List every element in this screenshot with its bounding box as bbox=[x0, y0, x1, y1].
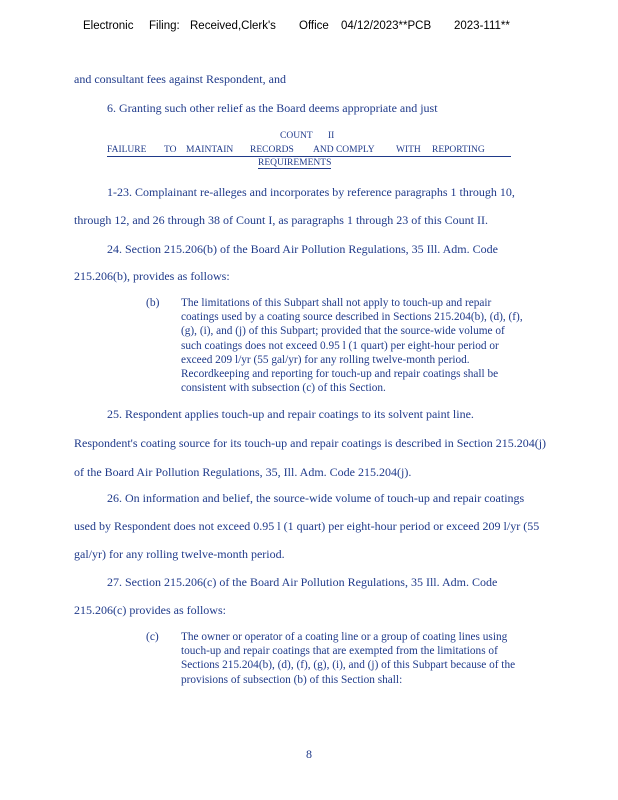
count-word: FAILURE bbox=[107, 145, 147, 155]
header-electronic: Electronic bbox=[83, 20, 134, 32]
count-numeral: II bbox=[328, 131, 335, 141]
count-word: RECORDS bbox=[250, 145, 294, 155]
page-number: 8 bbox=[306, 747, 312, 761]
text-line: gal/yr) for any rolling twelve-month period. bbox=[74, 547, 285, 561]
quote-line: coatings used by a coating source described in Sections 215.204(b), (d), (f), bbox=[181, 311, 523, 324]
quote-line: The owner or operator of a coating line or a group of coating lines using bbox=[181, 631, 508, 643]
text-line: 25. Respondent applies touch-up and repair coatings to its solvent paint line. bbox=[107, 407, 474, 421]
header-filing: Filing: bbox=[149, 20, 180, 32]
count-word: REPORTING bbox=[432, 145, 485, 155]
quote-label: (b) bbox=[146, 297, 160, 309]
header-date: 04/12/2023**PCB bbox=[341, 20, 432, 32]
quote-label: (c) bbox=[146, 631, 159, 643]
quote-line: consistent with subsection (c) of this Section. bbox=[181, 382, 386, 395]
quote-line: Sections 215.204(b), (d), (f), (g), (i), and (j) of this Subpart because of the bbox=[181, 659, 516, 672]
text-line: 1-23. Complainant re-alleges and incorporates by reference paragraphs 1 through 10, bbox=[107, 185, 515, 199]
header-received: Received,Clerk's bbox=[190, 20, 276, 32]
filing-header bbox=[0, 20, 618, 36]
text-line: 24. Section 215.206(b) of the Board Air Pollution Regulations, 35 Ill. Adm. Code bbox=[107, 242, 498, 256]
count-word: MAINTAIN bbox=[186, 145, 234, 155]
text-line: 6. Granting such other relief as the Board deems appropriate and just bbox=[107, 101, 438, 115]
quote-line: such coatings does not exceed 0.95 l (1 quart) per eight-hour period or bbox=[181, 339, 499, 352]
count-word: REQUIREMENTS bbox=[258, 158, 332, 168]
count-word: TO bbox=[164, 145, 177, 155]
quote-line: exceed 209 l/yr (55 gal/yr) for any rolling twelve-month period. bbox=[181, 353, 470, 366]
count-word: AND COMPLY bbox=[313, 145, 375, 155]
count-title: COUNT bbox=[280, 131, 313, 141]
text-line: and consultant fees against Respondent, and bbox=[74, 72, 286, 86]
quote-text bbox=[181, 296, 561, 395]
header-case: 2023-111** bbox=[454, 20, 510, 32]
text-line: used by Respondent does not exceed 0.95 l (1 quart) per eight-hour period or exceed 209 l/yr (55 bbox=[74, 519, 540, 533]
quote-line: The limitations of this Subpart shall not apply to touch-up and repair bbox=[181, 297, 492, 309]
quote-line: (g), (i), and (j) of this Subpart; provided that the source-wide volume of bbox=[181, 325, 505, 338]
text-line: Respondent's coating source for its touch-up and repair coatings is described in Section 215.204(j) bbox=[74, 436, 547, 450]
text-line: 215.206(c) provides as follows: bbox=[74, 603, 226, 617]
quote-line: provisions of subsection (b) of this Section shall: bbox=[181, 673, 403, 686]
quote-text bbox=[181, 630, 561, 687]
quote-line: touch-up and repair coatings that are exempted from the limitations of bbox=[181, 645, 498, 658]
header-office: Office bbox=[299, 20, 329, 32]
text-line: of the Board Air Pollution Regulations, 35, Ill. Adm. Code 215.204(j). bbox=[74, 465, 412, 479]
quote-line: Recordkeeping and reporting for touch-up and repair coatings shall be bbox=[181, 368, 499, 381]
count-word: WITH bbox=[396, 145, 421, 155]
text-line: 27. Section 215.206(c) of the Board Air Pollution Regulations, 35 Ill. Adm. Code bbox=[107, 575, 498, 589]
text-line: through 12, and 26 through 38 of Count I, as paragraphs 1 through 23 of this Count II. bbox=[74, 213, 488, 227]
text-line: 215.206(b), provides as follows: bbox=[74, 269, 230, 283]
text-line: 26. On information and belief, the source-wide volume of touch-up and repair coatings bbox=[107, 491, 525, 505]
